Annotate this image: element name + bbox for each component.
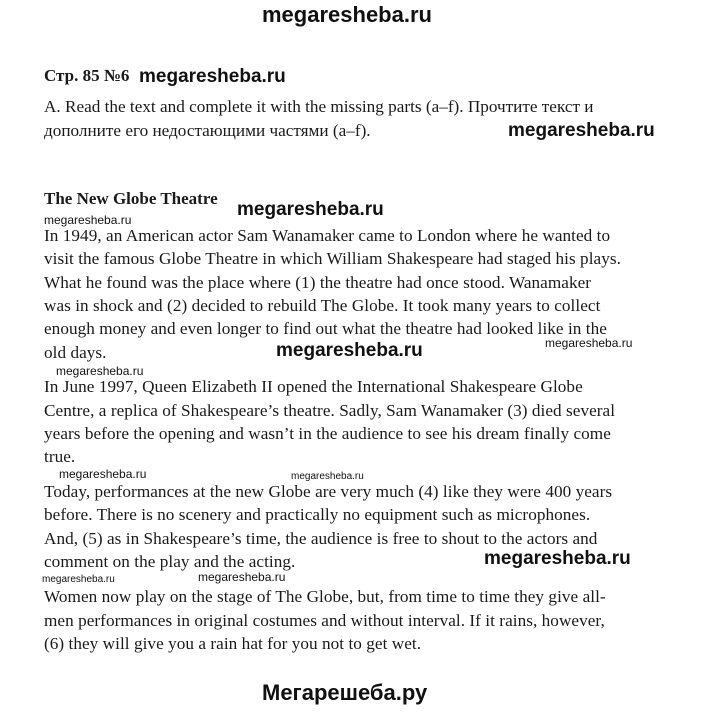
watermark: megaresheba.ru	[291, 471, 364, 482]
paragraph-1-line: What he found was the place where (1) the theatre had once stood. Wanamaker	[44, 273, 592, 292]
paragraph-3-line: comment on the play and the acting.	[44, 552, 296, 571]
watermark: megaresheba.ru	[545, 336, 633, 350]
watermark: megaresheba.ru	[139, 66, 286, 87]
paragraph-1-line: old days.	[44, 343, 107, 362]
task-instruction-line-2: дополните его недостающими частями (a–f).	[44, 121, 371, 140]
watermark: megaresheba.ru	[59, 467, 147, 481]
watermark: megaresheba.ru	[484, 548, 631, 569]
paragraph-3-line: And, (5) as in Shakespeare’s time, the audience is free to shout to the actors and	[44, 529, 598, 548]
paragraph-2-line: true.	[44, 447, 76, 466]
paragraph-1-line: enough money and even longer to find out what the theatre had looked like in the	[44, 319, 607, 338]
header-watermark: megaresheba.ru	[262, 2, 432, 27]
paragraph-4-line: (6) they will give you a rain hat for you not to get wet.	[44, 634, 422, 653]
paragraph-2-line: In June 1997, Queen Elizabeth II opened the International Shakespeare Globe	[44, 377, 583, 396]
article-title: The New Globe Theatre	[44, 189, 218, 208]
paragraph-3-line: before. There is no scenery and practically no equipment such as microphones.	[44, 505, 591, 524]
task-instruction-line-1: A. Read the text and complete it with the missing parts (a–f). Прочтите текст и	[44, 97, 594, 116]
footer-watermark: Мегарешеба.ру	[262, 680, 428, 705]
paragraph-2-line: years before the opening and wasn’t in the audience to see his dream finally come	[44, 424, 611, 443]
watermark: megaresheba.ru	[56, 364, 144, 378]
paragraph-4-line: men performances in original costumes and without interval. If it rains, however,	[44, 611, 605, 630]
paragraph-4-line: Women now play on the stage of The Globe, but, from time to time they give all-	[44, 587, 606, 606]
watermark: megaresheba.ru	[44, 213, 132, 227]
paragraph-2-line: Centre, a replica of Shakespeare’s theatre. Sadly, Sam Wanamaker (3) died several	[44, 401, 616, 420]
paragraph-3-line: Today, performances at the new Globe are very much (4) like they were 400 years	[44, 482, 613, 501]
page-reference: Стр. 85 №6	[44, 66, 130, 85]
watermark: megaresheba.ru	[276, 340, 423, 361]
paragraph-1-line: visit the famous Globe Theatre in which William Shakespeare had staged his plays.	[44, 249, 621, 268]
watermark: megaresheba.ru	[198, 570, 286, 584]
watermark: megaresheba.ru	[237, 199, 384, 220]
watermark: megaresheba.ru	[508, 120, 655, 141]
watermark: megaresheba.ru	[42, 574, 115, 585]
paragraph-1-line: was in shock and (2) decided to rebuild The Globe. It took many years to collect	[44, 296, 601, 315]
paragraph-1-line: In 1949, an American actor Sam Wanamaker came to London where he wanted to	[44, 226, 611, 245]
